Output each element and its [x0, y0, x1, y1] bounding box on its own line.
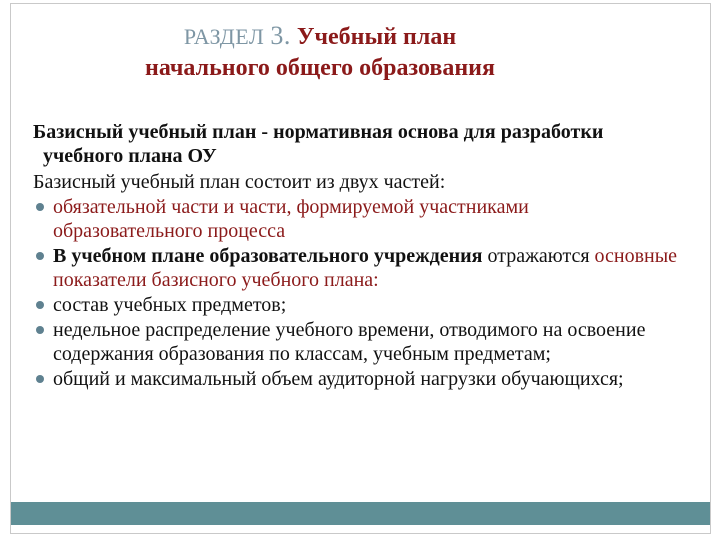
bullet-red-text: основные показатели базисного учебного плана: — [53, 245, 678, 291]
bullet-item-plan-indicators — [33, 244, 683, 292]
title-number: 3. — [270, 21, 291, 50]
bullet-text: состав учебных предметов; — [53, 294, 287, 316]
bullet-list — [33, 195, 683, 391]
bullet-item-subjects — [33, 293, 683, 317]
bullet-dot-icon — [36, 252, 44, 260]
bullet-dot-icon — [36, 375, 44, 383]
intro-bold-text: Базисный учебный план - нормативная основа для разработки учебного плана ОУ — [33, 121, 604, 167]
bullet-item-mandatory-part — [33, 195, 683, 243]
title-prefix: РАЗДЕЛ — [183, 24, 271, 49]
title-part-1: Учебный план — [290, 24, 457, 50]
bullet-text: обязательной части и части, формируемой участниками образовательного процесса — [53, 196, 529, 242]
bullet-item-max-load — [33, 367, 683, 391]
title-line-2: начального общего образования — [145, 55, 495, 81]
bullet-bold-text: В учебном плане образовательного учреждения — [53, 245, 483, 267]
bullet-text: общий и максимальный объем аудиторной нагрузки обучающихся; — [53, 368, 624, 390]
title-line-1 — [0, 20, 640, 53]
slide-content — [33, 120, 683, 391]
bullet-dot-icon — [36, 301, 44, 309]
bullet-dot-icon — [36, 203, 44, 211]
bullet-plain-text: отражаются — [482, 245, 595, 267]
bullet-item-weekly-distribution — [33, 318, 683, 366]
bullet-dot-icon — [36, 326, 44, 334]
footer-bar — [11, 502, 710, 525]
intro-plain-text: Базисный учебный план состоит из двух частей: — [33, 171, 446, 193]
bullet-text: недельное распределение учебного времени, отводимого на освоение содержания образования по классам, учебным предметам; — [53, 319, 646, 365]
slide-title — [0, 20, 640, 84]
